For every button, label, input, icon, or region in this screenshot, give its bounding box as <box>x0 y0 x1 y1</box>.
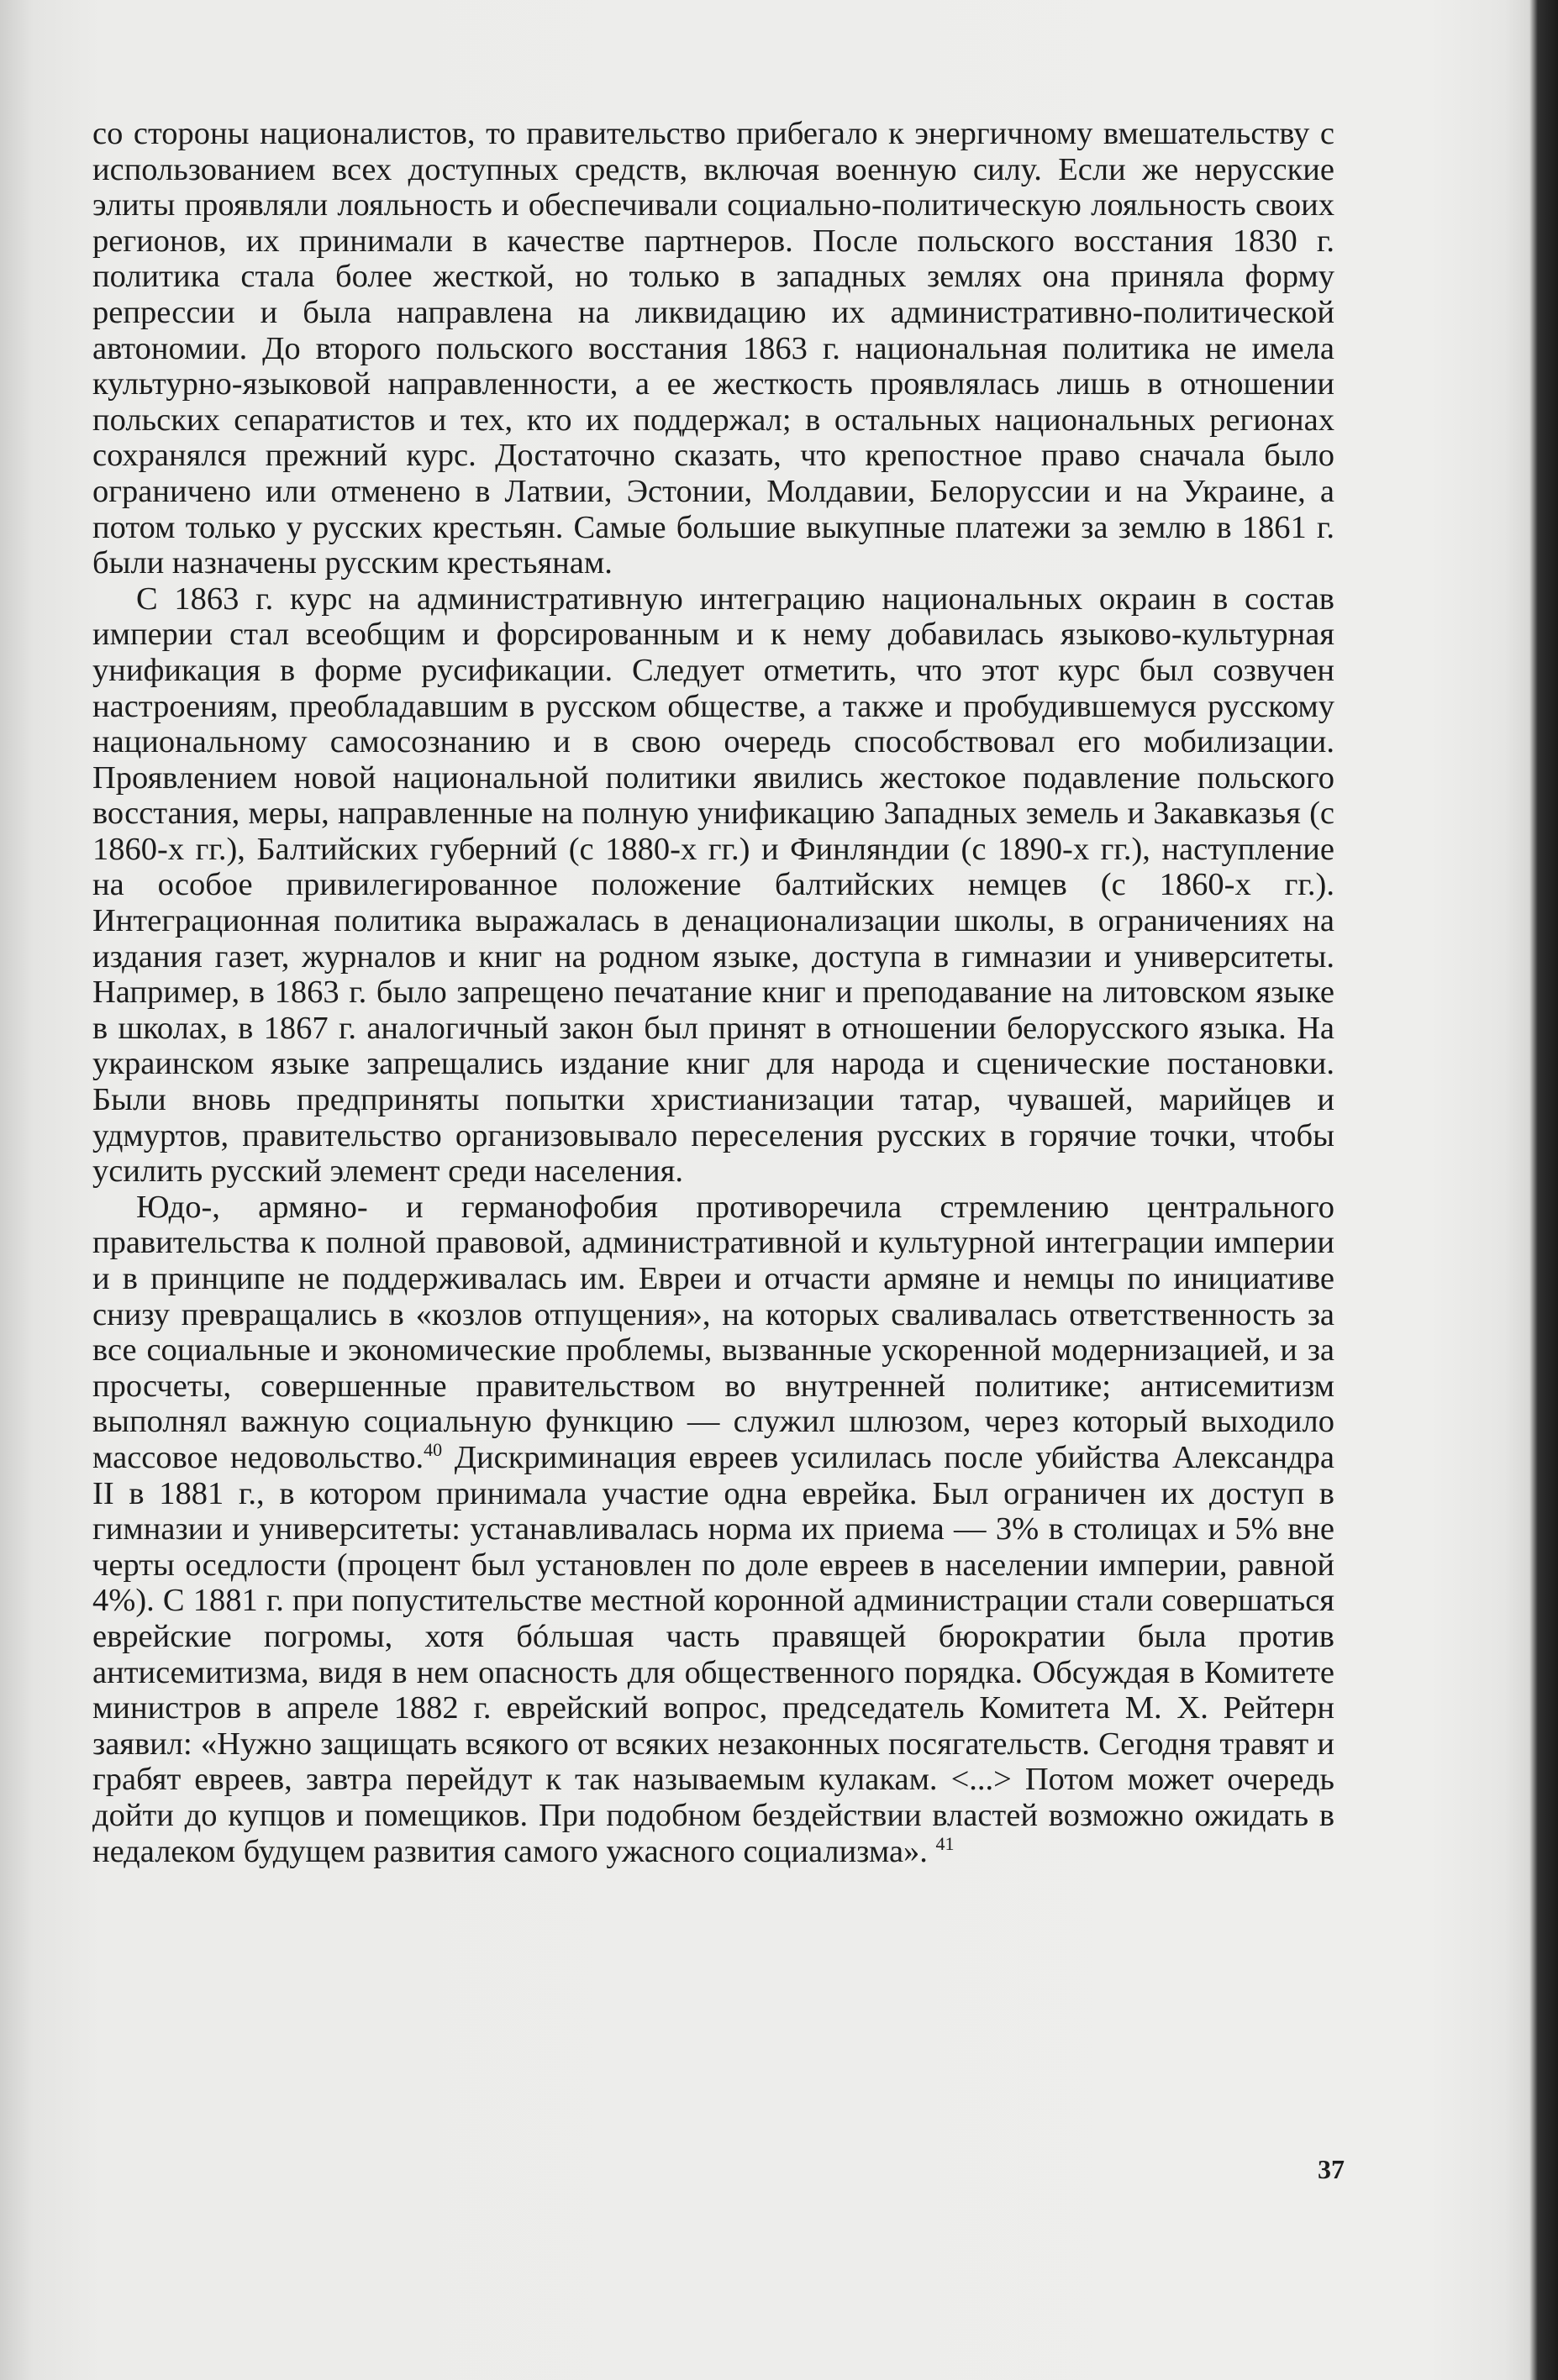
paragraph-3-start: Юдо-, армяно- и германофобия противоречила стремлению центрального правительства к полной правовой, административной и культурной интеграции империи и в принципе не поддерживалась им. Евреи и отчасти армяне и немцы по инициативе снизу превращались в «козлов отпущения», на которых сваливалась ответственность за все социальные и экономические проблемы, вызванные ускоренной модернизацией, и за просчеты, совершенные правительством во внутренней политике; антисемитизм выполнял важную социальную функцию — служил шлюзом, через который выходило массовое недовольство. <box>92 1189 1334 1475</box>
body-text <box>92 116 1334 1869</box>
paragraph-3 <box>92 1190 1334 1869</box>
paragraph-2: С 1863 г. курс на административную интеграцию национальных окраин в состав империи стал всеобщим и форсированным и к нему добавилась языково-культурная унификация в форме русификации. Следует отметить, что этот курс был созвучен настроениям, преобладавшим в русском обществе, а также и пробудившемуся русскому национальному самосознанию и в свою очередь способствовал его мобилизации. Проявлением новой национальной политики явились жестокое подавление польского восстания, меры, направленные на полную унификацию Западных земель и Закавказья (с 1860-х гг.), Балтийских губерний (с 1880-х гг.) и Финляндии (с 1890-х гг.), наступление на особое привилегированное положение балтийских немцев (с 1860-х гг.). Интеграционная политика выражалась в денационализации школы, в ограничениях на издания газет, журналов и книг на родном языке, доступа в гимназии и университеты. Например, в 1863 г. было запрещено печатание книг и преподавание на литовском языке в школах, в 1867 г. аналогичный закон был принят в отношении белорусского языка. На украинском языке запрещались издание книг для народа и сценические постановки. Были вновь предприняты попытки христианизации татар, чувашей, марийцев и удмуртов, правительство организовывало переселения русских в горячие точки, чтобы усилить русский элемент среди населения. <box>92 581 1334 1190</box>
footnote-ref-40: 40 <box>424 1439 443 1461</box>
paragraph-3-continuation: Дискриминация евреев усилилась после убийства Александра II в 1881 г., в котором принимала участие одна еврейка. Был ограничен их доступ в гимназии и университеты: устанавливалась норма их приема — 3% в столицах и 5% вне черты оседлости (процент был установлен по доле евреев в населении империи, равной 4%). С 1881 г. при попустительстве местной коронной администрации стали совершаться еврейские погромы, хотя бóльшая часть правящей бюрократии была против антисемитизма, видя в нем опасность для общественного порядка. Обсуждая в Комитете министров в апреле 1882 г. еврейский вопрос, председатель Комитета М. Х. Рейтерн заявил: «Нужно защищать всякого от всяких незаконных посягательств. Сегодня травят и грабят евреев, завтра перейдут к так называемым кулакам. <...> Потом может очередь дойти до купцов и помещиков. При подобном бездействии властей возможно ожидать в недалеком будущем развития самого ужасного социализма». <box>92 1439 1334 1869</box>
page-number: 37 <box>1318 2154 1345 2184</box>
footnote-ref-41: 41 <box>935 1832 955 1854</box>
paragraph-1: со стороны националистов, то правительство прибегало к энергичному вмешательству с использованием всех доступных средств, включая военную силу. Если же нерусские элиты проявляли лояльность и обеспечивали социально-политическую лояльность своих регионов, их принимали в качестве партнеров. После польского восстания 1830 г. политика стала более жесткой, но только в западных землях она приняла форму репрессии и была направлена на ликвидацию их административно-политической автономии. До второго польского восстания 1863 г. национальная политика не имела культурно-языковой направленности, а ее жесткость проявлялась лишь в отношении польских сепаратистов и тех, кто их поддержал; в остальных национальных регионах сохранялся прежний курс. Достаточно сказать, что крепостное право сначала было ограничено или отменено в Латвии, Эстонии, Молдавии, Белоруссии и на Украине, а потом только у русских крестьян. Самые большие выкупные платежи за землю в 1861 г. были назначены русским крестьянам. <box>92 116 1334 581</box>
